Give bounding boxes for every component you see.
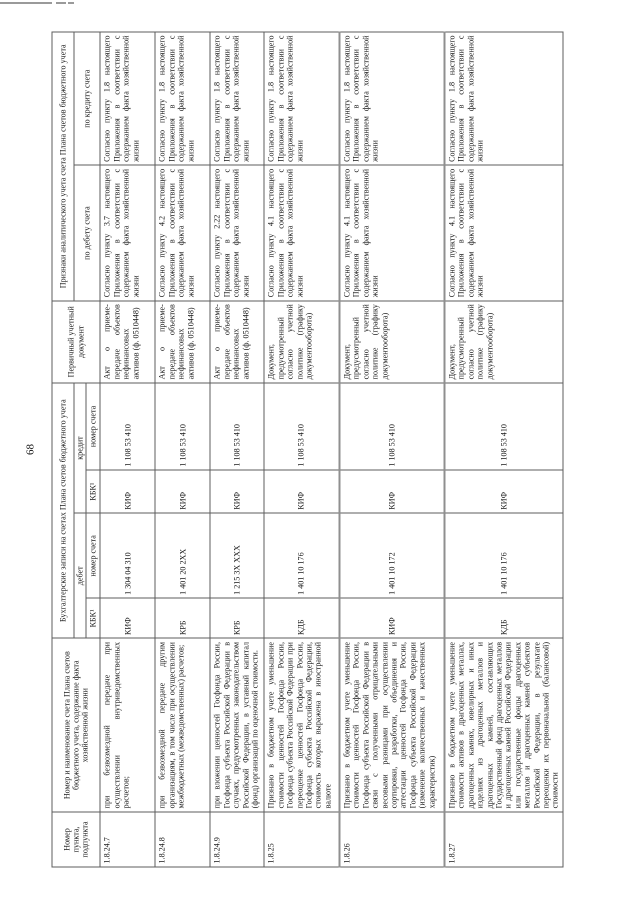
cell-debit-account: 1 401 10 172 xyxy=(339,513,444,598)
table-row xyxy=(210,32,264,867)
cell-credit-kbk: КИФ xyxy=(100,470,155,513)
cell-item-number: 1.8.24.8 xyxy=(155,812,210,867)
accounting-entries-table xyxy=(52,32,564,868)
header-entries-group: Бухгалтерские записи на счетах Плана счетов бюджетного учета xyxy=(52,383,74,639)
header-credit: кредит xyxy=(74,383,86,513)
cell-debit-kbk: КИФ xyxy=(100,598,155,638)
header-debit: дебет xyxy=(74,513,86,638)
cell-document: Документ, предусмотренный согласно учетной политике (графику документооборота) xyxy=(264,301,339,383)
cell-credit-account: 1 108 53 410 xyxy=(155,383,210,470)
cell-analytics-credit: Согласно пункту 1.8 настоящего Приложения в соответствии с содержанием факта хозяйственной жизни xyxy=(155,32,210,165)
cell-description: Признано в бюджетном учете уменьшение стоимости ценностей Госфонда России, Госфонда субъекта Российской Федерации в связи с полученными отрицательными весовыми разницами при осуществлении сортировки, разработки, объединения и аттестации ценностей Госфонда России, Госфонда субъекта Российской Федерации (изменение количественных и качественных характеристик) xyxy=(339,638,444,811)
page-number: 68 xyxy=(24,444,37,455)
cell-credit-account: 1 108 53 410 xyxy=(210,383,264,470)
cell-credit-account: 1 108 53 410 xyxy=(339,383,444,470)
header-by-credit: по кредиту счета xyxy=(74,32,100,165)
cell-credit-kbk: КИФ xyxy=(155,470,210,513)
cell-document: Акт о приеме-передаче объектов нефинансовых активов (ф. 0510448) xyxy=(210,301,264,383)
cell-item-number: 1.8.26 xyxy=(339,812,444,867)
cell-debit-kbk: КРБ xyxy=(210,598,264,638)
cell-description: при безвозмездной передаче другим организациям, в том числе при осуществлении межбюджетных (межведомственных) расчетов; xyxy=(155,638,210,811)
header-primary-document: Первичный учетный документ xyxy=(52,301,100,383)
cell-description: Признано в бюджетном учете уменьшение стоимости активов в драгоценных металлах, драгоценных камнях, ювелирных и иных изделиях из драгоценных металлов и драгоценных камней, составляющих Государственный фонд драгоценных металлов и драгоценных камней Российской Федерации или государственные фонды драгоценных металлов и драгоценных камней субъектов Российской Федерации, в результате переоценки их первоначальной (балансовой) стоимости xyxy=(444,638,562,811)
table-row xyxy=(339,32,444,867)
cell-analytics-credit: Согласно пункту 1.8 настоящего Приложения в соответствии с содержанием факта хозяйственной жизни xyxy=(210,32,264,165)
cell-analytics-credit: Согласно пункту 1.8 настоящего Приложения в соответствии с содержанием факта хозяйственной жизни xyxy=(100,32,155,165)
cell-credit-kbk: КИФ xyxy=(264,470,339,513)
table-row xyxy=(264,32,339,867)
cell-analytics-credit: Согласно пункту 1.8 настоящего Приложения в соответствии с содержанием факта хозяйственной жизни xyxy=(339,32,444,165)
cell-debit-account: 1 304 04 310 xyxy=(100,513,155,598)
cell-description: при безвозмездной передаче при осуществлении внутриведомственных расчетов; xyxy=(100,638,155,811)
header-item-number: Номер пункта, подпункта xyxy=(52,812,100,867)
cell-debit-kbk: КИФ xyxy=(339,598,444,638)
cell-description: при вложении ценностей Госфонда России, Госфонда субъекта Российской Федерации в случаях, предусмотренных законодательством Российской Федерации, в уставный капитал (фонд) организаций по оценочной стоимости. xyxy=(210,638,264,811)
cell-credit-account: 1 108 53 410 xyxy=(444,383,562,470)
cell-document: Документ, предусмотренный согласно учетной политике (графику документооборота) xyxy=(444,301,562,383)
header-account-name: Номер и наименование счета Плана счетов бюджетного учета, содержание факта хозяйственной жизни xyxy=(52,638,100,811)
scan-artifact-line xyxy=(68,2,74,4)
table-row xyxy=(444,32,562,867)
cell-debit-kbk: КДБ xyxy=(264,598,339,638)
cell-item-number: 1.8.27 xyxy=(444,812,562,867)
cell-document: Акт о приеме-передаче объектов нефинансовых активов (ф. 0510448) xyxy=(100,301,155,383)
cell-analytics-debit: Согласно пункту 4.1 настоящего Приложения в соответствии с содержанием факта хозяйственной жизни xyxy=(264,165,339,300)
cell-credit-account: 1 108 53 410 xyxy=(100,383,155,470)
cell-credit-kbk: КИФ xyxy=(444,470,562,513)
table-row xyxy=(155,32,210,867)
cell-debit-account: 1 401 20 2ХХ xyxy=(155,513,210,598)
cell-credit-kbk: КИФ xyxy=(339,470,444,513)
scan-artifact-line xyxy=(56,2,66,4)
header-analytics-group: Признаки аналитического учета счета Плана счетов бюджетного учета xyxy=(52,32,74,301)
header-credit-kbk: КБК¹ xyxy=(86,470,100,513)
cell-analytics-credit: Согласно пункту 1.8 настоящего Приложения в соответствии с содержанием факта хозяйственной жизни xyxy=(264,32,339,165)
cell-document: Документ, предусмотренный согласно учетной политике (графику документооборота) xyxy=(339,301,444,383)
table-row xyxy=(100,32,155,867)
cell-item-number: 1.8.24.7 xyxy=(100,812,155,867)
cell-analytics-debit: Согласно пункту 4.1 настоящего Приложения в соответствии с содержанием факта хозяйственной жизни xyxy=(444,165,562,300)
cell-analytics-debit: Согласно пункту 3.7 настоящего Приложения в соответствии с содержанием факта хозяйственной жизни xyxy=(100,165,155,300)
header-credit-account: номер счета xyxy=(86,383,100,470)
cell-document: Акт о приеме-передаче объектов нефинансовых активов (ф. 0510448) xyxy=(155,301,210,383)
cell-analytics-credit: Согласно пункту 1.8 настоящего Приложения в соответствии с содержанием факта хозяйственной жизни xyxy=(444,32,562,165)
cell-item-number: 1.8.25 xyxy=(264,812,339,867)
cell-item-number: 1.8.24.9 xyxy=(210,812,264,867)
cell-debit-kbk: КДБ xyxy=(444,598,562,638)
cell-analytics-debit: Согласно пункту 4.1 настоящего Приложения в соответствии с содержанием факта хозяйственной жизни xyxy=(339,165,444,300)
cell-description: Признано в бюджетном учете уменьшение стоимости ценностей Госфонда России, Госфонда субъекта Российской Федерации при переоценке ценностей Госфонда России, Госфонда субъекта Российской Федерации, стоимость которых выражена в иностранной валюте xyxy=(264,638,339,811)
cell-debit-kbk: КРБ xyxy=(155,598,210,638)
cell-credit-kbk: КИФ xyxy=(210,470,264,513)
scan-artifact-line xyxy=(0,2,52,4)
rotated-page-content xyxy=(24,32,559,868)
header-by-debit: по дебету счета xyxy=(74,165,100,300)
cell-analytics-debit: Согласно пункту 4.2 настоящего Приложения в соответствии с содержанием факта хозяйственной жизни xyxy=(155,165,210,300)
cell-credit-account: 1 108 53 410 xyxy=(264,383,339,470)
cell-debit-account: 1 401 10 176 xyxy=(444,513,562,598)
header-debit-account: номер счета xyxy=(86,513,100,598)
cell-debit-account: 1 215 3Х ХХХ xyxy=(210,513,264,598)
cell-debit-account: 1 401 10 176 xyxy=(264,513,339,598)
cell-analytics-debit: Согласно пункту 2.22 настоящего Приложения в соответствии с содержанием факта хозяйственной жизни xyxy=(210,165,264,300)
header-debit-kbk: КБК¹ xyxy=(86,598,100,638)
